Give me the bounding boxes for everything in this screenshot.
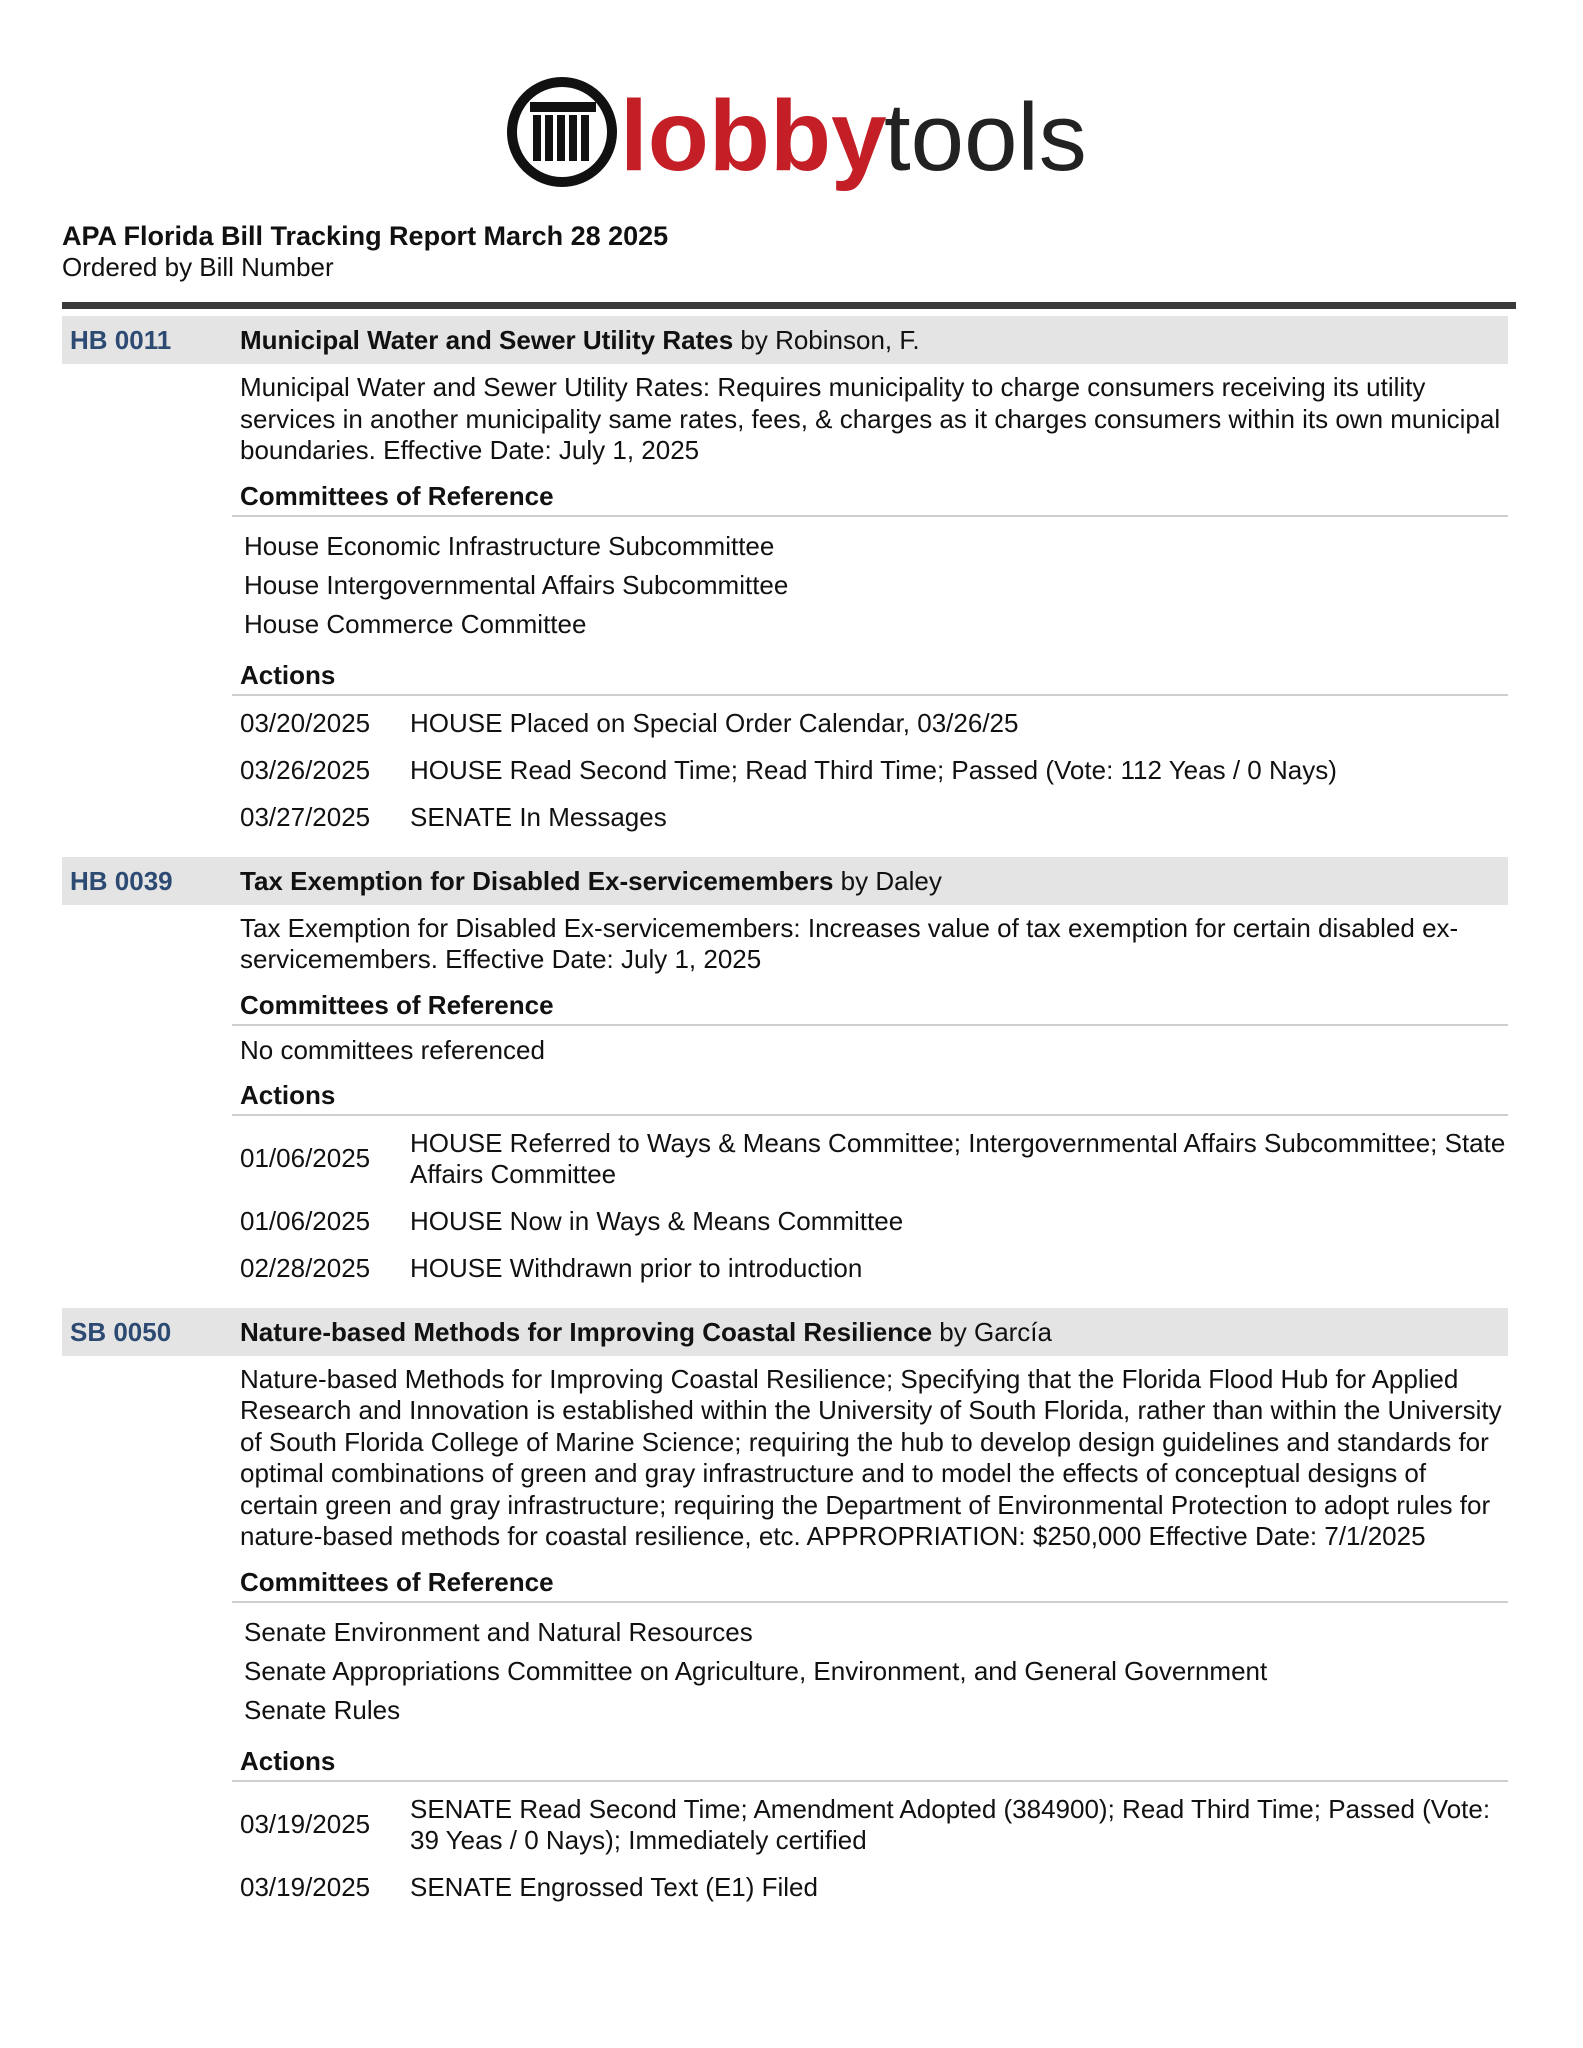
actions-heading: Actions — [232, 1078, 1508, 1116]
bill-entry — [62, 1308, 1508, 1911]
bill-entry — [62, 857, 1508, 1292]
bill-header — [62, 316, 1508, 364]
action-text: HOUSE Placed on Special Order Calendar, 03/26/25 — [410, 707, 1019, 738]
action-list — [232, 696, 1508, 841]
actions-heading: Actions — [232, 1744, 1508, 1782]
action-row — [232, 700, 1508, 747]
lobbytools-logo — [500, 68, 1100, 208]
action-row — [232, 1864, 1508, 1911]
bill-description: Tax Exemption for Disabled Ex-servicemembers: Increases value of tax exemption for certain disabled ex-servicemembers. Effective Date: July 1, 2025 — [240, 912, 1459, 974]
bill-number[interactable]: SB 0050 — [70, 1316, 172, 1347]
action-row — [232, 794, 1508, 841]
actions-heading: Actions — [232, 658, 1508, 696]
committee-item: House Economic Infrastructure Subcommittee — [244, 530, 775, 561]
bill-title: Tax Exemption for Disabled Ex-servicemembers — [240, 865, 834, 896]
action-text: SENATE Engrossed Text (E1) Filed — [410, 1871, 818, 1902]
bill-sponsor: by García — [939, 1316, 1052, 1347]
action-row — [232, 747, 1508, 794]
committees-heading: Committees of Reference — [232, 988, 1508, 1026]
action-text: HOUSE Withdrawn prior to introduction — [410, 1252, 863, 1283]
action-date: 01/06/2025 — [240, 1205, 371, 1236]
report-subtitle: Ordered by Bill Number — [62, 252, 334, 282]
committee-item: Senate Rules — [244, 1694, 401, 1725]
action-row — [232, 1198, 1508, 1245]
bill-title-line — [240, 857, 942, 905]
action-date: 01/06/2025 — [240, 1143, 371, 1173]
logo-lobby-text: lobby — [620, 80, 887, 192]
action-date: 03/19/2025 — [240, 1809, 371, 1839]
committee-item: Senate Environment and Natural Resources — [244, 1616, 753, 1647]
action-list — [232, 1782, 1508, 1911]
action-date: 03/20/2025 — [240, 707, 371, 738]
action-text: HOUSE Now in Ways & Means Committee — [410, 1205, 904, 1236]
action-row — [232, 1120, 1508, 1198]
action-text: SENATE In Messages — [410, 801, 667, 832]
action-date: 03/27/2025 — [240, 801, 371, 832]
bill-description: Municipal Water and Sewer Utility Rates: Requires municipality to charge consumers receiving its utility services in another municipality same rates, fees, & charges as it charges consumers within its own municipal boundaries. Effective Date: July 1, 2025 — [240, 372, 1501, 465]
action-date: 03/19/2025 — [240, 1871, 371, 1902]
committees-heading: Committees of Reference — [232, 479, 1508, 517]
action-row — [232, 1786, 1508, 1864]
capitol-column-icon — [512, 82, 612, 182]
bill-number[interactable]: HB 0039 — [70, 865, 173, 896]
committee-list — [232, 1603, 1508, 1744]
bill-header — [62, 857, 1508, 905]
bill-number[interactable]: HB 0011 — [70, 325, 172, 355]
bill-sponsor: by Daley — [840, 865, 942, 896]
no-committees-text: No committees referenced — [240, 1034, 545, 1065]
committee-list — [232, 517, 1508, 658]
bill-title: Municipal Water and Sewer Utility Rates — [240, 325, 734, 355]
action-text: HOUSE Referred to Ways & Means Committee; Intergovernmental Affairs Subcommittee; State Affairs Committee — [410, 1127, 1506, 1189]
action-text: SENATE Read Second Time; Amendment Adopted (384900); Read Third Time; Passed (Vote: 39 Yeas / 0 Nays); Immediately certified — [410, 1793, 1491, 1855]
report-title: APA Florida Bill Tracking Report March 28 2025 — [62, 221, 669, 251]
top-divider — [62, 302, 1516, 309]
bill-title-line — [240, 1308, 1052, 1356]
committee-item: Senate Appropriations Committee on Agriculture, Environment, and General Government — [244, 1655, 1268, 1686]
bill-title: Nature-based Methods for Improving Coastal Resilience — [240, 1316, 933, 1347]
bill-header — [62, 1308, 1508, 1356]
action-date: 03/26/2025 — [240, 754, 371, 785]
logo-tools-text: tools — [884, 84, 1087, 191]
committee-item: House Commerce Committee — [244, 608, 587, 639]
action-date: 02/28/2025 — [240, 1252, 371, 1283]
bill-list — [62, 316, 1508, 1927]
bill-entry — [62, 316, 1508, 841]
committee-item: House Intergovernmental Affairs Subcommittee — [244, 569, 789, 600]
committees-heading: Committees of Reference — [232, 1565, 1508, 1603]
action-row — [232, 1245, 1508, 1292]
bill-title-line — [240, 316, 920, 364]
action-list — [232, 1116, 1508, 1292]
bill-sponsor: by Robinson, F. — [740, 325, 920, 355]
action-text: HOUSE Read Second Time; Read Third Time; Passed (Vote: 112 Yeas / 0 Nays) — [410, 754, 1337, 785]
bill-description: Nature-based Methods for Improving Coastal Resilience; Specifying that the Florida Flood Hub for Applied Research and Innovation is established within the University of South Florida, rather than within the University of South Florida College of Marine Science; requiring the hub to develop design guidelines and standards for optimal combinations of green and gray infrastructure and to model the effects of conceptual designs of certain green and gray infrastructure; requiring the Department of Environmental Protection to adopt rules for nature-based methods for coastal resilience, etc. APPROPRIATION: $250,000 Effective Date: 7/1/2025 — [240, 1363, 1502, 1551]
